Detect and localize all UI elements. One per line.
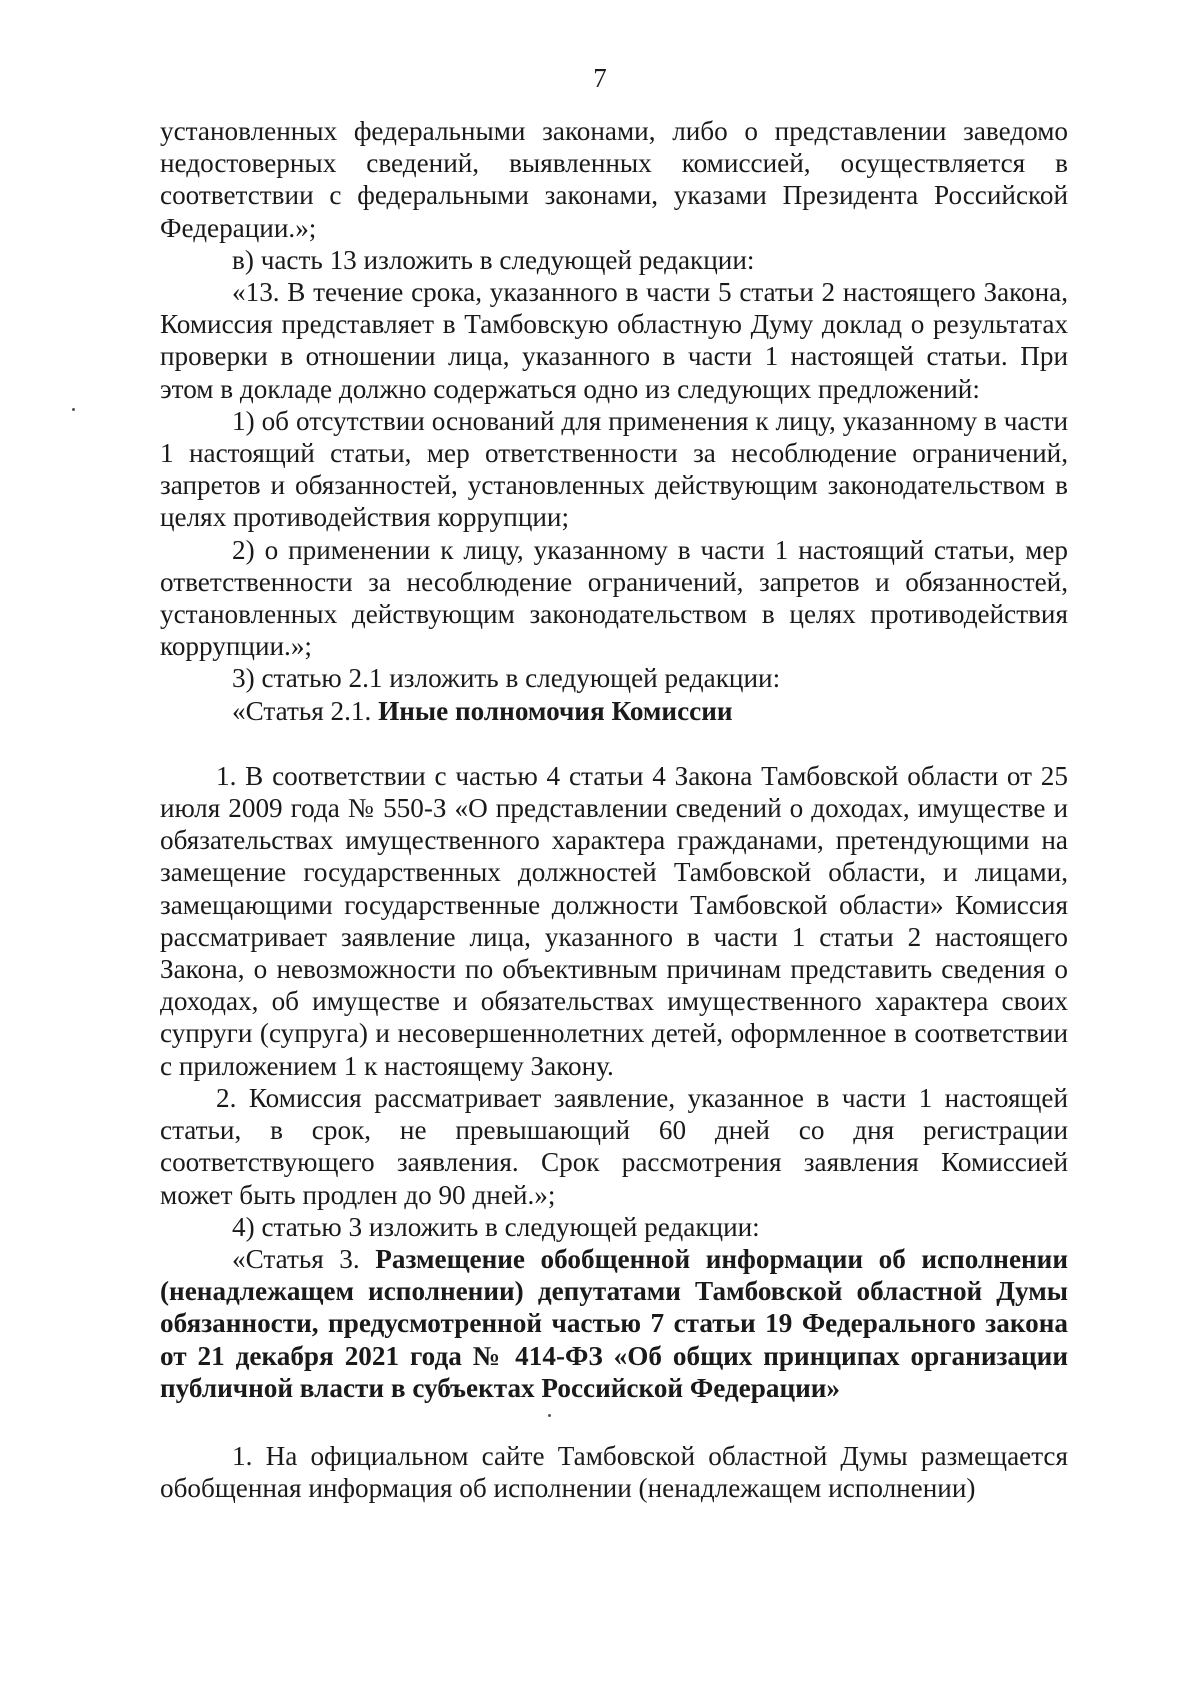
article-2-1-prefix: «Статья 2.1. [232, 695, 379, 726]
paragraph-amendment-3: 3) статью 2.1 изложить в следующей редакции: [232, 663, 781, 694]
spacer [160, 1404, 1068, 1440]
scan-artifact [548, 1414, 551, 1417]
paragraph-amendment-v: в) часть 13 изложить в следующей редакции: [232, 244, 755, 275]
paragraph-part-13: «13. В течение срока, указанного в части 5 статьи 2 настоящего Закона, Комиссия представляет в Тамбовскую областную Думу доклад о результатах проверки в отношении лица, указанного в части 1 настоящей статьи. При этом в докладе должно содержаться одно из следующих предложений: [160, 277, 1068, 404]
scan-artifact [72, 408, 75, 411]
paragraph-item-1: 1) об отсутствии оснований для применения к лицу, указанному в части 1 настоящий статьи, мер ответственности за несоблюдение ограничений, запретов и обязанностей, установленных действующим законодательством в целях противодействия коррупции; [160, 405, 1068, 533]
spacer [160, 727, 1068, 760]
document-body [160, 115, 1068, 1504]
paragraph-item-2: 2) о применении к лицу, указанному в части 1 настоящий статьи, мер ответственности за несоблюдение ограничений, запретов и обязанностей, установленных действующим законодательством в целях противодействия коррупции.»; [160, 534, 1068, 662]
paragraph-article-2-1-part-1: 1. В соответствии с частью 4 статьи 4 Закона Тамбовской области от 25 июля 2009 года № 550-З «О представлении сведений о доходах, имуществе и обязательствах имущественного характера гражданами, претендующими на замещение государственных должностей Тамбовской области, и лицами, замещающими государственные должности Тамбовской области» Комиссия рассматривает заявление лица, указанного в части 1 статьи 2 настоящего Закона, о невозможности по объективным причинам представить сведения о доходах, об имуществе и обязательствах имущественного характера своих супруги (супруга) и несовершеннолетних детей, оформленное в соответствии с приложением 1 к настоящему Закону. [160, 760, 1068, 1081]
paragraph-amendment-4: 4) статью 3 изложить в следующей редакции: [232, 1211, 760, 1242]
page-number: 7 [593, 63, 607, 93]
paragraph-article-2-1-part-2: 2. Комиссия рассматривает заявление, указанное в части 1 настоящей статьи, в срок, не превышающий 60 дней со дня регистрации соответствующего заявления. Срок рассмотрения заявления Комиссией может быть продлен до 90 дней.»; [160, 1082, 1068, 1210]
article-3-prefix: «Статья 3. [232, 1243, 376, 1274]
article-3-title: Размещение обобщенной информации об исполнении (ненадлежащем исполнении) депутатами Тамбовской областной Думы обязанности, предусмотренной частью 7 статьи 19 Федерального закона от 21 декабря 2021 года № 414-ФЗ «Об общих принципах организации публичной власти в субъектах Российской Федерации» [160, 1243, 1069, 1403]
paragraph-article-3-part-1: 1. На официальном сайте Тамбовской областной Думы размещается обобщенная информация об исполнении (ненадлежащем исполнении) [160, 1440, 1068, 1504]
paragraph-continuation: установленных федеральными законами, либо о представлении заведомо недостоверных сведений, выявленных комиссией, осуществляется в соответствии с федеральными законами, указами Президента Российской Федерации.»; [160, 116, 1068, 243]
article-2-1-title: Иные полномочия Комиссии [378, 695, 733, 726]
article-3-heading [160, 1243, 1068, 1404]
article-2-1-heading [160, 695, 1068, 727]
